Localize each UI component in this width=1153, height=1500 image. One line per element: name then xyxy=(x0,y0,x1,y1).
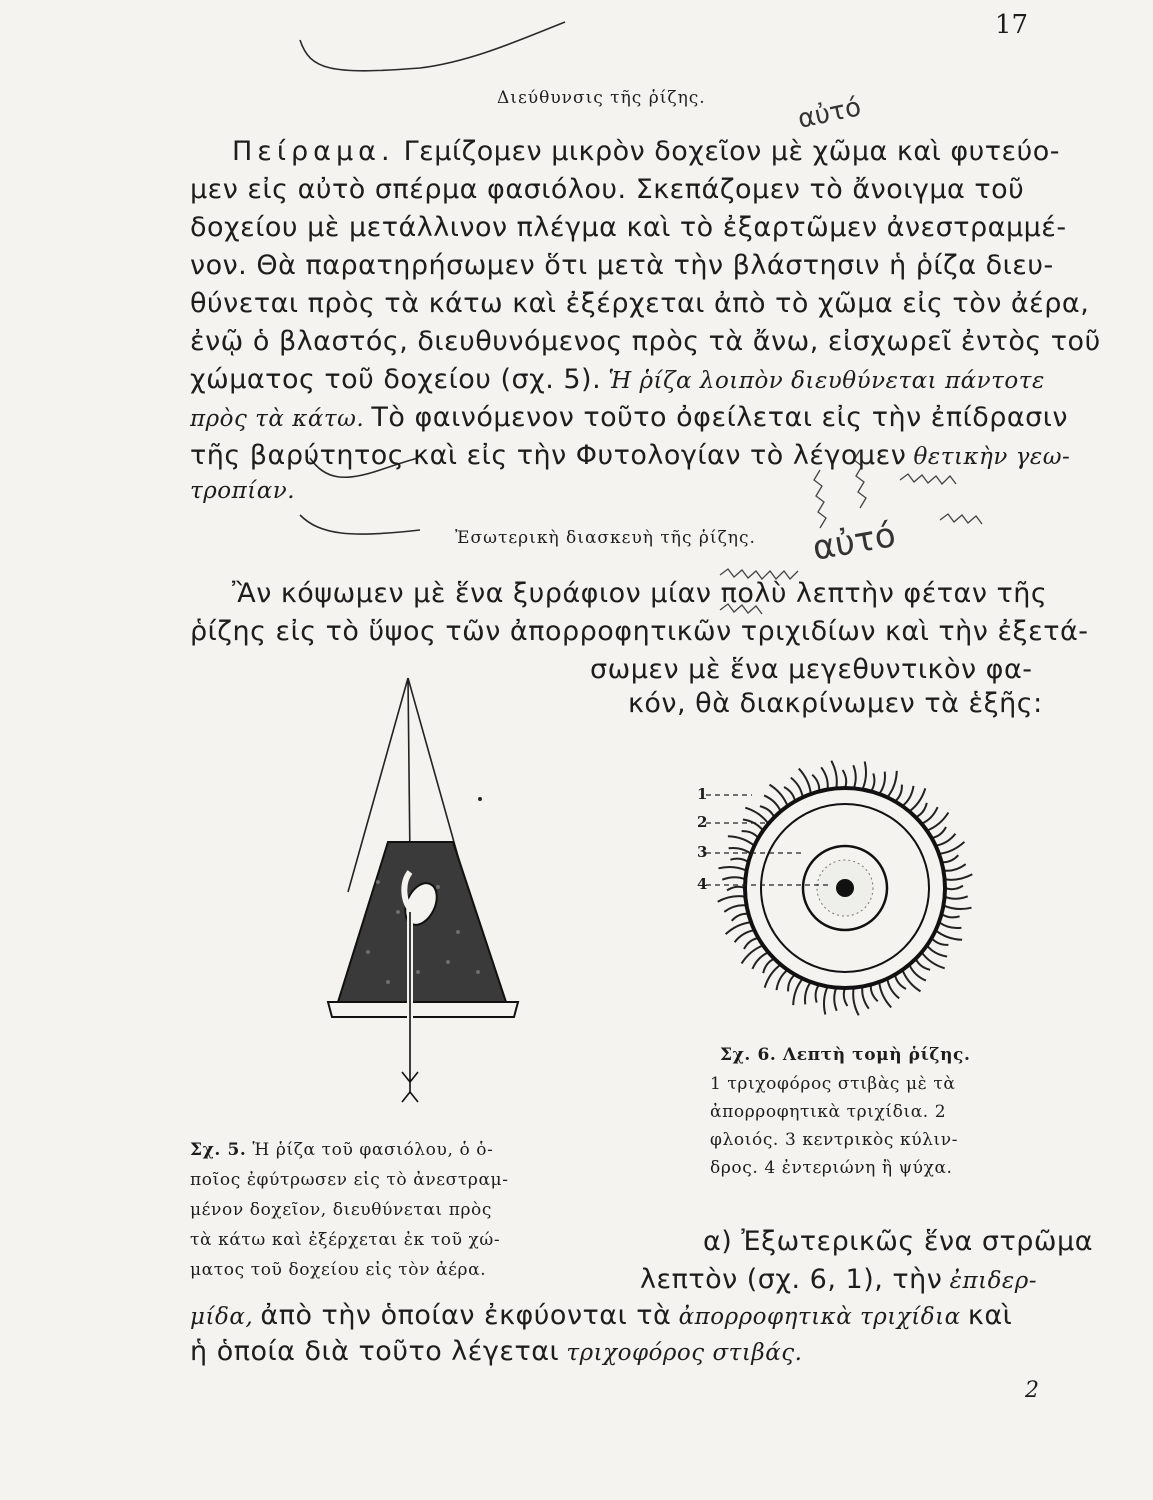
emphasis-text: Ἡ ῥίζα λοιπὸν διευθύνεται πάντοτε xyxy=(608,368,1045,394)
root-hair xyxy=(724,905,746,912)
fig6-caption-line: 1 τριχοφόρος στιβὰς μὲ τὰ xyxy=(710,1074,956,1094)
paragraph-line: σωμεν μὲ ἕνα μεγεθυντικὸν φα- xyxy=(590,654,1033,685)
root-hair xyxy=(939,922,961,928)
fig5-caption-line xyxy=(190,1140,493,1160)
fig6-label-3: 3 xyxy=(697,843,708,861)
root-hair xyxy=(821,767,828,789)
fig6-caption-line: ἀπορροφητικὰ τριχίδια. 2 xyxy=(710,1102,947,1122)
paragraph-line xyxy=(190,440,1070,471)
paragraph-line: Ἂν κόψωμεν μὲ ἕνα ξυράφιον μίαν πολὺ λεπτὴν φέταν τῆς xyxy=(232,578,1048,609)
section-heading-root-direction: Διεύθυνσις τῆς ῥίζης. xyxy=(497,88,706,108)
paragraph-text: Γεμίζομεν μικρὸν δοχεῖον μὲ χῶμα καὶ φυτεύο- xyxy=(403,136,1061,167)
paragraph-text: ἡ ὁποία διὰ τοῦτο λέγεται xyxy=(190,1336,560,1367)
paragraph-line xyxy=(640,1264,1037,1295)
fig6-caption-line: δρος. 4 ἐντεριώνη ἢ ψύχα. xyxy=(710,1158,953,1178)
emphasis-text: ἀπορροφητικὰ τριχίδια xyxy=(678,1304,961,1330)
root-hair xyxy=(887,771,897,798)
root-hair xyxy=(793,979,803,1006)
fig5-caption-line: τὰ κάτω καὶ ἐξέρχεται ἐκ τοῦ χώ- xyxy=(190,1230,501,1250)
paragraph-line xyxy=(190,1336,802,1367)
root-hair xyxy=(944,864,966,871)
fig6-label-4: 4 xyxy=(697,875,708,893)
paragraph-text: λεπτὸν (σχ. 6, 1), τὴν xyxy=(640,1264,943,1295)
root-hair xyxy=(879,772,885,794)
paragraph-line xyxy=(232,136,1060,167)
fig5-caption-line: ποῖος ἐφύτρωσεν εἰς τὸ ἀνεστραμ- xyxy=(190,1170,509,1190)
root-hair xyxy=(831,761,837,789)
fig5-caption-label: Σχ. 5. xyxy=(190,1140,247,1160)
paragraph-line: θύνεται πρὸς τὰ κάτω καὶ ἐξέρχεται ἀπὸ τὸ χῶμα εἰς τὸν ἀέρα, xyxy=(190,288,1090,319)
root-hair xyxy=(902,786,913,806)
fig5-caption-line: ματος τοῦ δοχείου εἰς τὸν ἀέρα. xyxy=(190,1260,487,1280)
root-hair xyxy=(895,785,902,802)
fig6-caption-line: φλοιός. 3 κεντρικὸς κύλιν- xyxy=(710,1130,959,1150)
fig6-caption-title xyxy=(720,1045,971,1065)
root-hair xyxy=(853,988,859,1016)
svg-text:αὐτό: αὐτό xyxy=(809,514,899,569)
figure-6-illustration xyxy=(690,745,1070,1035)
root-hair xyxy=(732,914,749,921)
root-hair xyxy=(843,770,847,788)
paragraph-line: δοχείου μὲ μετάλλινον πλέγμα καὶ τὸ ἐξαρτῶμεν ἀνεστραμμέ- xyxy=(190,212,1067,243)
root-hair xyxy=(871,985,878,1002)
root-hair xyxy=(945,896,968,898)
root-hair xyxy=(932,938,949,945)
paragraph-line: ῥίζης εἰς τὸ ὕψος τῶν ἀπορροφητικῶν τριχιδίων καὶ τὴν ἐξετά- xyxy=(190,616,1089,647)
svg-text:αὐτό: αὐτό xyxy=(795,92,864,135)
root-hair xyxy=(812,775,819,792)
fig6-caption-label: Σχ. 6. Λεπτὴ τομὴ ῥίζης. xyxy=(720,1045,971,1065)
paragraph-text: Τὸ φαινόμενον τοῦτο ὀφείλεται εἰς τὴν ἐπίδρασιν xyxy=(371,402,1069,433)
root-hair xyxy=(942,914,960,918)
paragraph-line xyxy=(190,402,1068,433)
root-hair xyxy=(744,938,758,949)
root-hair xyxy=(719,867,747,871)
root-hair xyxy=(742,831,759,838)
paragraph-line: νον. Θὰ παρατηρήσωμεν ὅτι μετὰ τὴν βλάστησιν ἡ ῥίζα διευ- xyxy=(190,250,1054,281)
root-hair xyxy=(895,975,906,989)
fig5-caption-text: Ἡ ῥίζα τοῦ φασιόλου, ὁ ὁ- xyxy=(252,1140,494,1160)
paragraph-text: καὶ xyxy=(967,1300,1013,1331)
paragraph-text: ἀπὸ τὴν ὁποίαν ἐκφύονται τὰ xyxy=(260,1300,672,1331)
root-hair xyxy=(729,848,751,854)
root-hair xyxy=(944,905,972,909)
root-hair xyxy=(728,836,755,846)
paragraph-text: τῆς βαρύτητος καὶ εἰς τὴν Φυτολογίαν τὸ λέγομεν xyxy=(190,440,907,471)
root-hair xyxy=(862,762,866,790)
root-hair xyxy=(853,765,855,788)
root-hair xyxy=(784,787,795,801)
fig5-caption-line: μένον δοχεῖον, διευθύνεται πρὸς xyxy=(190,1200,493,1220)
fig6-label-2: 2 xyxy=(697,813,708,831)
paragraph-line: α) Ἐξωτερικῶς ἕνα στρῶμα xyxy=(703,1226,1093,1257)
root-hair xyxy=(942,855,959,862)
root-hair xyxy=(824,987,828,1015)
emphasis-text: πρὸς τὰ κάτω. xyxy=(190,406,365,432)
paragraph-line: κόν, θὰ διακρίνωμεν τὰ ἑξῆς: xyxy=(628,688,1043,719)
root-hair xyxy=(718,896,746,902)
root-hair xyxy=(788,975,795,992)
root-hair xyxy=(727,887,745,891)
paragraph-line: ἐνῷ ὁ βλαστός, διευθυνόμενος πρὸς τὰ ἄνω, εἰσχωρεῖ ἐντὸς τοῦ xyxy=(190,326,1101,357)
emphasis-text: τριχοφόρος στιβάς. xyxy=(566,1340,803,1366)
root-hair xyxy=(945,886,963,890)
root-hair xyxy=(805,982,811,1004)
figure-5-illustration xyxy=(318,672,538,1132)
paragraph-line: μεν εἰς αὐτὸ σπέρμα φασιόλου. Σκεπάζομεν τὸ ἄνοιγμα τοῦ xyxy=(190,174,1025,205)
root-hair xyxy=(743,820,763,831)
emphasis-text: ἐπιδερ- xyxy=(949,1268,1038,1294)
root-hair xyxy=(945,874,973,880)
emphasis-text: θετικὴν γεω- xyxy=(913,444,1071,470)
root-hair xyxy=(927,945,947,956)
root-hair xyxy=(844,988,848,1006)
paragraph-line: τροπίαν. xyxy=(190,478,296,504)
paragraph-text: χώματος τοῦ δοχείου (σχ. 5). xyxy=(190,364,602,395)
emphasis-text: μίδα, xyxy=(190,1304,254,1330)
root-hair xyxy=(777,970,788,990)
root-hair xyxy=(722,877,745,879)
root-hair xyxy=(936,930,963,940)
root-hair xyxy=(834,988,836,1011)
root-hair xyxy=(932,827,946,838)
paragraph-line xyxy=(190,364,1045,395)
page-number: 17 xyxy=(995,10,1029,40)
root-hair xyxy=(871,773,875,791)
experiment-label: Πείραμα. xyxy=(232,136,395,167)
section-heading-internal-structure: Ἐσωτερικὴ διασκευὴ τῆς ῥίζης. xyxy=(455,528,756,548)
root-hair xyxy=(730,859,748,863)
fig6-label-1: 1 xyxy=(697,785,708,803)
paragraph-line xyxy=(190,1300,1012,1331)
root-hair xyxy=(816,985,820,1003)
signature-mark: 2 xyxy=(1025,1378,1039,1403)
root-hair xyxy=(862,987,869,1009)
